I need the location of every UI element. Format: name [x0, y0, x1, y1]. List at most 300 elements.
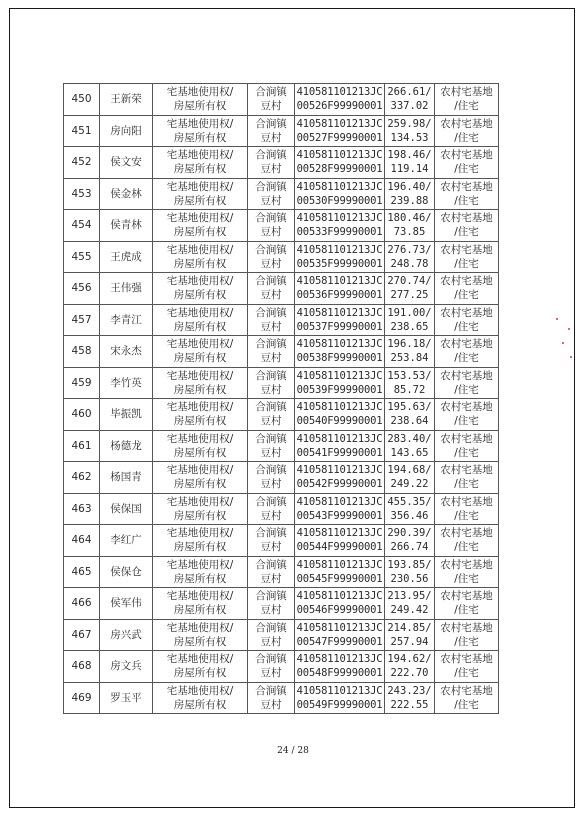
area-line-2: 239.88	[390, 194, 429, 207]
right-type-cell	[153, 84, 248, 116]
page-number: 24 / 28	[277, 746, 309, 756]
unit-code-cell	[295, 682, 385, 714]
unit-code-cell	[295, 619, 385, 651]
right-type-cell	[153, 493, 248, 525]
unit-code-line-2: 00527F99990001	[296, 131, 383, 144]
unit-code-line-2: 00542F99990001	[296, 478, 383, 491]
location-cell	[248, 210, 295, 242]
unit-code-cell	[295, 399, 385, 431]
owner-name-text: 杨德龙	[110, 439, 142, 452]
area-line-1: 283.40/	[387, 432, 432, 445]
owner-name-cell	[100, 147, 153, 179]
record-number-text: 459	[71, 376, 92, 389]
table-row	[64, 210, 499, 242]
land-use-cell	[435, 399, 499, 431]
record-number-text: 454	[71, 219, 92, 232]
land-use-line-2: /住宅	[454, 541, 479, 554]
owner-name-text: 侯军伟	[110, 597, 142, 610]
location-cell	[248, 556, 295, 588]
land-use-line-2: /住宅	[454, 667, 479, 680]
location-line-2: 豆村	[260, 698, 282, 711]
right-type-line-1: 宅基地使用权/	[166, 86, 234, 99]
land-use-cell	[435, 619, 499, 651]
land-use-cell	[435, 178, 499, 210]
location-line-1: 合涧镇	[255, 212, 287, 225]
location-line-2: 豆村	[260, 100, 282, 113]
scan-speck	[568, 328, 570, 330]
area-line-1: 153.53/	[387, 369, 432, 382]
location-line-2: 豆村	[260, 604, 282, 617]
right-type-line-1: 宅基地使用权/	[166, 464, 234, 477]
location-cell	[248, 588, 295, 620]
unit-code-line-1: 410581101213JC	[296, 621, 383, 634]
unit-code-line-2: 00546F99990001	[296, 604, 383, 617]
location-cell	[248, 115, 295, 147]
unit-code-line-2: 00544F99990001	[296, 541, 383, 554]
location-cell	[248, 147, 295, 179]
location-line-2: 豆村	[260, 667, 282, 680]
location-cell	[248, 367, 295, 399]
location-line-1: 合涧镇	[255, 401, 287, 414]
record-number-cell	[64, 84, 100, 116]
location-cell	[248, 84, 295, 116]
unit-code-line-2: 00549F99990001	[296, 698, 383, 711]
right-type-cell	[153, 556, 248, 588]
unit-code-cell	[295, 115, 385, 147]
land-use-line-1: 农村宅基地	[440, 117, 493, 130]
right-type-line-2: 房屋所有权	[173, 163, 227, 176]
area-line-2: 238.64	[390, 415, 429, 428]
land-use-line-2: /住宅	[454, 289, 479, 302]
unit-code-line-1: 410581101213JC	[296, 558, 383, 571]
right-type-line-1: 宅基地使用权/	[166, 338, 234, 351]
land-use-line-1: 农村宅基地	[440, 306, 493, 319]
owner-name-text: 侯文安	[110, 156, 142, 169]
owner-name-cell	[100, 178, 153, 210]
unit-code-cell	[295, 273, 385, 305]
land-use-line-1: 农村宅基地	[440, 653, 493, 666]
unit-code-line-1: 410581101213JC	[296, 180, 383, 193]
land-use-cell	[435, 462, 499, 494]
owner-name-cell	[100, 399, 153, 431]
scan-speck	[562, 342, 564, 344]
owner-name-text: 侯保国	[110, 502, 142, 515]
record-number-cell	[64, 147, 100, 179]
unit-code-line-2: 00548F99990001	[296, 667, 383, 680]
land-use-cell	[435, 336, 499, 368]
area-cell	[385, 273, 435, 305]
location-line-1: 合涧镇	[255, 653, 287, 666]
land-use-cell	[435, 651, 499, 683]
right-type-cell	[153, 304, 248, 336]
owner-name-text: 王新荣	[110, 93, 142, 106]
area-cell	[385, 588, 435, 620]
right-type-cell	[153, 651, 248, 683]
area-line-2: 248.78	[390, 257, 429, 270]
land-use-line-2: /住宅	[454, 163, 479, 176]
land-use-cell	[435, 493, 499, 525]
right-type-line-1: 宅基地使用权/	[166, 275, 234, 288]
land-use-line-2: /住宅	[454, 415, 479, 428]
right-type-line-2: 房屋所有权	[173, 289, 227, 302]
area-line-2: 222.55	[390, 698, 429, 711]
owner-name-text: 李红广	[110, 534, 142, 547]
owner-name-cell	[100, 115, 153, 147]
land-use-line-2: /住宅	[454, 572, 479, 585]
right-type-line-2: 房屋所有权	[173, 415, 227, 428]
unit-code-line-1: 410581101213JC	[296, 275, 383, 288]
table-row	[64, 178, 499, 210]
right-type-cell	[153, 430, 248, 462]
location-line-2: 豆村	[260, 352, 282, 365]
right-type-line-1: 宅基地使用权/	[166, 243, 234, 256]
land-use-line-2: /住宅	[454, 352, 479, 365]
table-row	[64, 493, 499, 525]
land-use-line-2: /住宅	[454, 383, 479, 396]
unit-code-line-2: 00541F99990001	[296, 446, 383, 459]
record-number-cell	[64, 210, 100, 242]
area-line-1: 243.23/	[387, 684, 432, 697]
record-number-cell	[64, 367, 100, 399]
location-cell	[248, 304, 295, 336]
land-use-line-2: /住宅	[454, 257, 479, 270]
right-type-line-1: 宅基地使用权/	[166, 495, 234, 508]
unit-code-line-2: 00537F99990001	[296, 320, 383, 333]
unit-code-line-1: 410581101213JC	[296, 590, 383, 603]
area-cell	[385, 304, 435, 336]
unit-code-line-1: 410581101213JC	[296, 369, 383, 382]
area-cell	[385, 241, 435, 273]
table-row	[64, 273, 499, 305]
owner-name-text: 宋永杰	[110, 345, 142, 358]
table-row	[64, 619, 499, 651]
land-use-line-2: /住宅	[454, 698, 479, 711]
location-cell	[248, 178, 295, 210]
unit-code-line-1: 410581101213JC	[296, 432, 383, 445]
record-number-text: 451	[71, 124, 92, 137]
right-type-line-1: 宅基地使用权/	[166, 149, 234, 162]
right-type-cell	[153, 399, 248, 431]
unit-code-cell	[295, 462, 385, 494]
location-line-2: 豆村	[260, 226, 282, 239]
area-line-2: 238.65	[390, 320, 429, 333]
right-type-line-2: 房屋所有权	[173, 541, 227, 554]
unit-code-cell	[295, 84, 385, 116]
land-use-line-2: /住宅	[454, 446, 479, 459]
right-type-line-1: 宅基地使用权/	[166, 117, 234, 130]
record-number-text: 453	[71, 187, 92, 200]
area-cell	[385, 336, 435, 368]
right-type-line-1: 宅基地使用权/	[166, 527, 234, 540]
right-type-cell	[153, 273, 248, 305]
area-cell	[385, 115, 435, 147]
location-cell	[248, 430, 295, 462]
right-type-line-2: 房屋所有权	[173, 100, 227, 113]
land-use-line-1: 农村宅基地	[440, 401, 493, 414]
land-use-cell	[435, 115, 499, 147]
unit-code-line-2: 00526F99990001	[296, 100, 383, 113]
record-number-text: 457	[71, 313, 92, 326]
land-use-line-2: /住宅	[454, 226, 479, 239]
owner-name-text: 毕振凯	[110, 408, 142, 421]
unit-code-line-1: 410581101213JC	[296, 306, 383, 319]
location-line-1: 合涧镇	[255, 149, 287, 162]
record-number-text: 463	[71, 502, 92, 515]
location-cell	[248, 493, 295, 525]
record-number-cell	[64, 619, 100, 651]
land-use-cell	[435, 241, 499, 273]
land-use-line-1: 农村宅基地	[440, 590, 493, 603]
table-row	[64, 430, 499, 462]
land-use-line-1: 农村宅基地	[440, 338, 493, 351]
record-number-text: 450	[71, 93, 92, 106]
table-row	[64, 556, 499, 588]
location-line-2: 豆村	[260, 415, 282, 428]
land-use-cell	[435, 304, 499, 336]
owner-name-text: 房兴武	[110, 628, 142, 641]
land-use-line-2: /住宅	[454, 509, 479, 522]
record-number-cell	[64, 651, 100, 683]
owner-name-text: 罗玉平	[110, 691, 142, 704]
land-use-cell	[435, 84, 499, 116]
unit-code-line-1: 410581101213JC	[296, 86, 383, 99]
location-line-2: 豆村	[260, 509, 282, 522]
location-line-2: 豆村	[260, 257, 282, 270]
record-number-cell	[64, 336, 100, 368]
record-number-text: 461	[71, 439, 92, 452]
unit-code-cell	[295, 147, 385, 179]
location-line-1: 合涧镇	[255, 527, 287, 540]
table-body	[64, 84, 499, 714]
right-type-line-2: 房屋所有权	[173, 446, 227, 459]
owner-name-cell	[100, 682, 153, 714]
land-use-line-1: 农村宅基地	[440, 243, 493, 256]
area-line-1: 180.46/	[387, 212, 432, 225]
right-type-line-1: 宅基地使用权/	[166, 401, 234, 414]
unit-code-cell	[295, 430, 385, 462]
owner-name-cell	[100, 588, 153, 620]
right-type-line-1: 宅基地使用权/	[166, 369, 234, 382]
area-line-2: 85.72	[393, 383, 426, 396]
area-line-2: 257.94	[390, 635, 429, 648]
right-type-cell	[153, 147, 248, 179]
owner-name-cell	[100, 556, 153, 588]
right-type-line-2: 房屋所有权	[173, 383, 227, 396]
right-type-line-2: 房屋所有权	[173, 667, 227, 680]
right-type-cell	[153, 210, 248, 242]
unit-code-line-2: 00536F99990001	[296, 289, 383, 302]
right-type-line-2: 房屋所有权	[173, 194, 227, 207]
owner-name-text: 李竹英	[110, 376, 142, 389]
location-line-1: 合涧镇	[255, 306, 287, 319]
location-line-2: 豆村	[260, 478, 282, 491]
table-row	[64, 525, 499, 557]
unit-code-line-1: 410581101213JC	[296, 527, 383, 540]
land-use-line-1: 农村宅基地	[440, 432, 493, 445]
table-row	[64, 588, 499, 620]
land-use-cell	[435, 273, 499, 305]
area-line-2: 337.02	[390, 100, 429, 113]
unit-code-cell	[295, 493, 385, 525]
owner-name-text: 王虎成	[110, 250, 142, 263]
location-line-1: 合涧镇	[255, 590, 287, 603]
area-line-1: 455.35/	[387, 495, 432, 508]
owner-name-cell	[100, 304, 153, 336]
table-row	[64, 241, 499, 273]
owner-name-cell	[100, 525, 153, 557]
owner-name-cell	[100, 430, 153, 462]
right-type-line-2: 房屋所有权	[173, 257, 227, 270]
location-line-1: 合涧镇	[255, 86, 287, 99]
area-line-1: 191.00/	[387, 306, 432, 319]
owner-name-cell	[100, 241, 153, 273]
right-type-line-2: 房屋所有权	[173, 478, 227, 491]
unit-code-line-2: 00538F99990001	[296, 352, 383, 365]
land-use-line-1: 农村宅基地	[440, 149, 493, 162]
area-cell	[385, 525, 435, 557]
area-line-1: 198.46/	[387, 149, 432, 162]
land-use-line-2: /住宅	[454, 100, 479, 113]
location-line-1: 合涧镇	[255, 432, 287, 445]
area-cell	[385, 682, 435, 714]
location-cell	[248, 651, 295, 683]
registration-table	[63, 83, 499, 714]
land-use-line-1: 农村宅基地	[440, 495, 493, 508]
record-number-text: 465	[71, 565, 92, 578]
location-cell	[248, 241, 295, 273]
area-cell	[385, 367, 435, 399]
unit-code-cell	[295, 651, 385, 683]
land-use-cell	[435, 682, 499, 714]
location-cell	[248, 399, 295, 431]
owner-name-text: 杨国青	[110, 471, 142, 484]
right-type-cell	[153, 619, 248, 651]
unit-code-cell	[295, 210, 385, 242]
area-cell	[385, 651, 435, 683]
owner-name-cell	[100, 210, 153, 242]
record-number-text: 456	[71, 282, 92, 295]
area-line-1: 196.18/	[387, 338, 432, 351]
right-type-cell	[153, 178, 248, 210]
owner-name-cell	[100, 84, 153, 116]
area-line-1: 213.95/	[387, 590, 432, 603]
land-use-line-1: 农村宅基地	[440, 86, 493, 99]
owner-name-text: 侯金林	[110, 187, 142, 200]
table-row	[64, 462, 499, 494]
record-number-cell	[64, 273, 100, 305]
record-number-text: 466	[71, 597, 92, 610]
table-row	[64, 304, 499, 336]
area-line-1: 259.98/	[387, 117, 432, 130]
land-use-line-2: /住宅	[454, 478, 479, 491]
location-cell	[248, 619, 295, 651]
location-line-2: 豆村	[260, 572, 282, 585]
unit-code-line-2: 00533F99990001	[296, 226, 383, 239]
land-use-line-2: /住宅	[454, 635, 479, 648]
location-line-1: 合涧镇	[255, 621, 287, 634]
unit-code-cell	[295, 588, 385, 620]
area-line-1: 270.74/	[387, 275, 432, 288]
land-use-line-1: 农村宅基地	[440, 180, 493, 193]
area-line-2: 277.25	[390, 289, 429, 302]
area-cell	[385, 462, 435, 494]
table-row	[64, 147, 499, 179]
land-use-line-1: 农村宅基地	[440, 212, 493, 225]
unit-code-line-1: 410581101213JC	[296, 212, 383, 225]
unit-code-line-2: 00535F99990001	[296, 257, 383, 270]
right-type-line-1: 宅基地使用权/	[166, 432, 234, 445]
location-cell	[248, 525, 295, 557]
land-use-line-1: 农村宅基地	[440, 558, 493, 571]
land-use-line-2: /住宅	[454, 194, 479, 207]
right-type-line-1: 宅基地使用权/	[166, 212, 234, 225]
area-line-2: 356.46	[390, 509, 429, 522]
owner-name-text: 房向阳	[110, 124, 142, 137]
unit-code-line-2: 00540F99990001	[296, 415, 383, 428]
location-line-1: 合涧镇	[255, 275, 287, 288]
record-number-cell	[64, 304, 100, 336]
location-cell	[248, 682, 295, 714]
table-row	[64, 399, 499, 431]
unit-code-line-2: 00543F99990001	[296, 509, 383, 522]
land-use-cell	[435, 525, 499, 557]
right-type-line-2: 房屋所有权	[173, 635, 227, 648]
right-type-line-1: 宅基地使用权/	[166, 306, 234, 319]
unit-code-cell	[295, 367, 385, 399]
right-type-line-1: 宅基地使用权/	[166, 621, 234, 634]
right-type-line-2: 房屋所有权	[173, 320, 227, 333]
land-use-line-2: /住宅	[454, 320, 479, 333]
unit-code-line-2: 00547F99990001	[296, 635, 383, 648]
unit-code-cell	[295, 178, 385, 210]
location-line-1: 合涧镇	[255, 338, 287, 351]
location-line-2: 豆村	[260, 320, 282, 333]
area-cell	[385, 147, 435, 179]
right-type-cell	[153, 336, 248, 368]
record-number-text: 469	[71, 691, 92, 704]
area-cell	[385, 619, 435, 651]
location-cell	[248, 336, 295, 368]
record-number-text: 462	[71, 471, 92, 484]
unit-code-line-1: 410581101213JC	[296, 653, 383, 666]
right-type-cell	[153, 525, 248, 557]
unit-code-line-1: 410581101213JC	[296, 243, 383, 256]
right-type-line-2: 房屋所有权	[173, 698, 227, 711]
right-type-line-2: 房屋所有权	[173, 352, 227, 365]
location-line-2: 豆村	[260, 289, 282, 302]
unit-code-line-2: 00530F99990001	[296, 194, 383, 207]
owner-name-cell	[100, 273, 153, 305]
location-line-2: 豆村	[260, 446, 282, 459]
right-type-line-2: 房屋所有权	[173, 604, 227, 617]
right-type-cell	[153, 682, 248, 714]
record-number-cell	[64, 178, 100, 210]
table-row	[64, 682, 499, 714]
land-use-cell	[435, 588, 499, 620]
unit-code-cell	[295, 241, 385, 273]
unit-code-line-1: 410581101213JC	[296, 117, 383, 130]
unit-code-cell	[295, 525, 385, 557]
record-number-text: 458	[71, 345, 92, 358]
unit-code-line-2: 00545F99990001	[296, 572, 383, 585]
unit-code-line-2: 00528F99990001	[296, 163, 383, 176]
location-line-2: 豆村	[260, 383, 282, 396]
record-number-cell	[64, 430, 100, 462]
land-use-line-1: 农村宅基地	[440, 621, 493, 634]
location-line-2: 豆村	[260, 541, 282, 554]
unit-code-cell	[295, 336, 385, 368]
area-line-2: 134.53	[390, 131, 429, 144]
